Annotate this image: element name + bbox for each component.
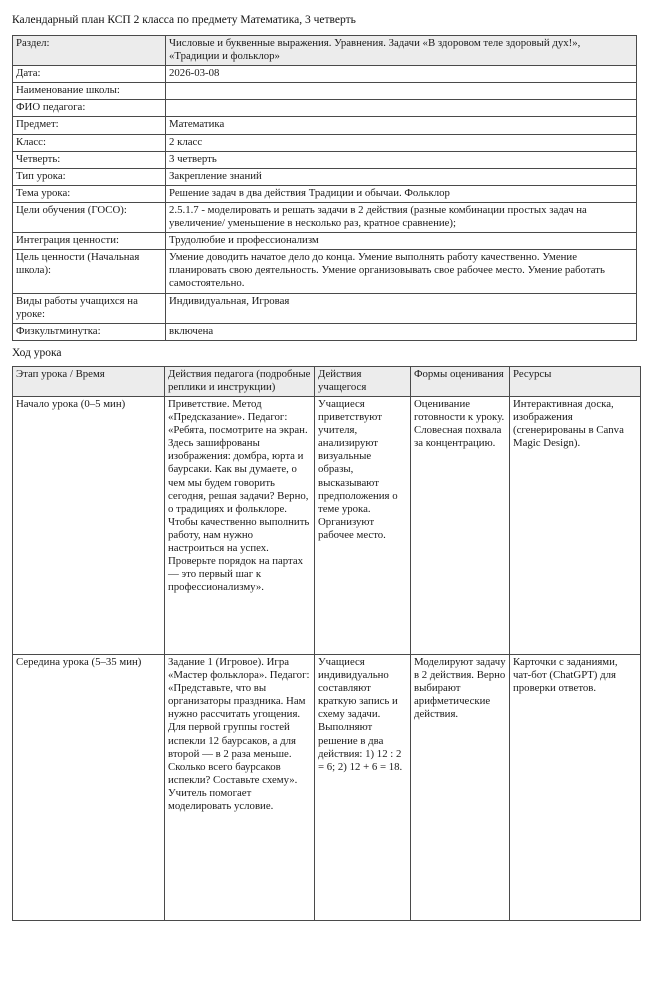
lesson-info-body	[13, 36, 637, 341]
info-value: Математика	[166, 117, 637, 134]
lesson-flow-header	[13, 366, 641, 396]
table-row	[13, 202, 637, 232]
info-value	[166, 83, 637, 100]
info-value: Числовые и буквенные выражения. Уравнения. Задачи «В здоровом теле здоровый дух!», «Традиции и фольклор»	[166, 36, 637, 66]
column-header-assessment: Формы оценивания	[411, 366, 510, 396]
table-row	[13, 117, 637, 134]
cell-stage: Середина урока (5–35 мин)	[13, 654, 165, 920]
info-value: Трудолюбие и профессионализм	[166, 233, 637, 250]
cell-resources: Интерактивная доска, изображения (сгенерированы в Canva Magic Design).	[510, 396, 641, 654]
column-header-teacher-actions: Действия педагога (подробные реплики и инструкции)	[165, 366, 315, 396]
column-header-student-actions: Действия учащегося	[315, 366, 411, 396]
table-row	[13, 654, 641, 920]
info-value: 2.5.1.7 - моделировать и решать задачи в 2 действия (разные комбинации простых задач на увеличение/ уменьшение в несколько раз, кратное сравнение);	[166, 202, 637, 232]
table-row	[13, 250, 637, 293]
table-row	[13, 134, 637, 151]
info-label: Физкультминутка:	[13, 323, 166, 340]
table-row	[13, 323, 637, 340]
cell-teacher-actions: Приветствие. Метод «Предсказание». Педагог: «Ребята, посмотрите на экран. Здесь зашифрованы изображения: домбра, юрта и баурсаки. Как вы думаете, о чем мы будем говорить сегодня, решая задачи? Верно, о традициях и фольклоре. Чтобы качественно выполнить работу, нам нужно настроиться на успех. Проверьте порядок на партах — это первый шаг к профессионализму».	[165, 396, 315, 654]
lesson-flow-heading: Ход урока	[12, 346, 62, 359]
table-row	[13, 396, 641, 654]
info-value: 2026-03-08	[166, 66, 637, 83]
cell-assessment: Моделируют задачу в 2 действия. Верно выбирают арифметические действия.	[411, 654, 510, 920]
table-row	[13, 66, 637, 83]
info-label: Раздел:	[13, 36, 166, 66]
info-value: Умение доводить начатое дело до конца. Умение выполнять работу качественно. Умение планировать свою деятельность. Умение организовывать свое рабочее место. Умение работать самостоятельно.	[166, 250, 637, 293]
info-value: 2 класс	[166, 134, 637, 151]
info-label: Тема урока:	[13, 185, 166, 202]
table-row	[13, 36, 637, 66]
cell-student-actions: Учащиеся приветствуют учителя, анализируют визуальные образы, высказывают предположения о теме урока. Организуют рабочее место.	[315, 396, 411, 654]
table-row	[13, 100, 637, 117]
info-label: Тип урока:	[13, 168, 166, 185]
table-row	[13, 185, 637, 202]
cell-resources: Карточки с заданиями, чат-бот (ChatGPT) для проверки ответов.	[510, 654, 641, 920]
info-label: Класс:	[13, 134, 166, 151]
table-header-row	[13, 366, 641, 396]
cell-assessment: Оценивание готовности к уроку. Словесная похвала за концентрацию.	[411, 396, 510, 654]
info-value: Закрепление знаний	[166, 168, 637, 185]
info-label: ФИО педагога:	[13, 100, 166, 117]
table-row	[13, 233, 637, 250]
info-label: Цели обучения (ГОСО):	[13, 202, 166, 232]
info-label: Дата:	[13, 66, 166, 83]
lesson-flow-body	[13, 396, 641, 920]
table-row	[13, 168, 637, 185]
info-label: Четверть:	[13, 151, 166, 168]
info-label: Предмет:	[13, 117, 166, 134]
info-value: Решение задач в два действия Традиции и обычаи. Фольклор	[166, 185, 637, 202]
info-label: Интеграция ценности:	[13, 233, 166, 250]
column-header-stage: Этап урока / Время	[13, 366, 165, 396]
column-header-resources: Ресурсы	[510, 366, 641, 396]
cell-stage: Начало урока (0–5 мин)	[13, 396, 165, 654]
info-value: включена	[166, 323, 637, 340]
table-row	[13, 151, 637, 168]
lesson-info-table	[12, 35, 637, 341]
page-title: Календарный план КСП 2 класса по предмету Математика, 3 четверть	[12, 14, 356, 26]
table-row	[13, 293, 637, 323]
info-value: 3 четверть	[166, 151, 637, 168]
cell-student-actions: Учащиеся индивидуально составляют краткую запись и схему задачи. Выполняют решение в два действия: 1) 12 : 2 = 6; 2) 12 + 6 = 18.	[315, 654, 411, 920]
info-label: Цель ценности (Начальная школа):	[13, 250, 166, 293]
info-label: Наименование школы:	[13, 83, 166, 100]
lesson-flow-table	[12, 366, 641, 921]
info-value: Индивидуальная, Игровая	[166, 293, 637, 323]
info-label: Виды работы учащихся на уроке:	[13, 293, 166, 323]
table-row	[13, 83, 637, 100]
info-value	[166, 100, 637, 117]
cell-teacher-actions: Задание 1 (Игровое). Игра «Мастер фольклора». Педагог: «Представьте, что вы организаторы праздника. Нам нужно рассчитать угощения. Для первой группы гостей испекли 12 баурсаков, а для второй — в 2 раза меньше. Сколько всего баурсаков испекли? Составьте схему». Учитель помогает моделировать условие.	[165, 654, 315, 920]
